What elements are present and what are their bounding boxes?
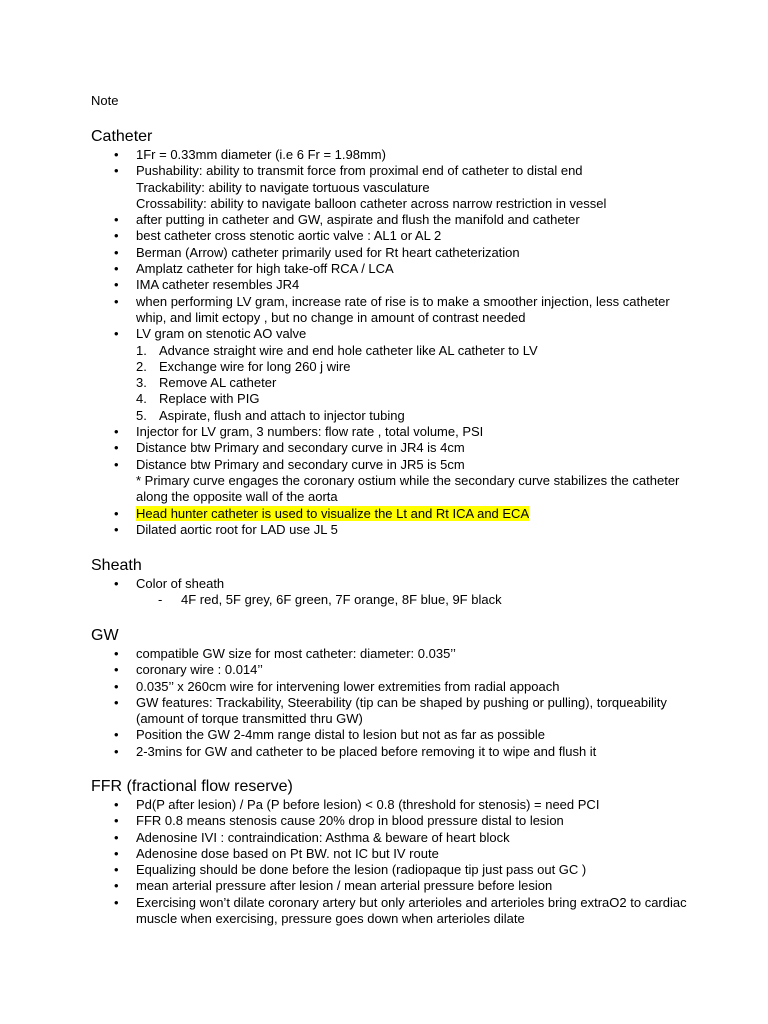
ffr-item: • Adenosine dose based on Pt BW. not IC but IV route [91,846,691,862]
catheter-item: • LV gram on stenotic AO valve [91,326,691,342]
catheter-item: • Berman (Arrow) catheter primarily used for Rt heart catheterization [91,245,691,261]
catheter-item: • Injector for LV gram, 3 numbers: flow rate , total volume, PSI [91,424,691,440]
step-text: Aspirate, flush and attach to injector tubing [159,407,405,423]
dash-marker: - [158,592,163,608]
catheter-item: • 1Fr = 0.33mm diameter (i.e 6 Fr = 1.98mm) [91,147,691,163]
step-number: 5. [136,407,147,423]
gw-item: • GW features: Trackability, Steerability (tip can be shaped by pushing or pulling), torqueability (amount of torque transmitted thru GW) [91,695,691,728]
gw-item: • 0.035’’ x 260cm wire for intervening lower extremities from radial appoach [91,679,691,695]
step-item [91,343,691,359]
step-text: Exchange wire for long 260 j wire [159,358,351,374]
catheter-item: • Amplatz catheter for high take-off RCA / LCA [91,261,691,277]
sheath-list [91,576,691,592]
ffr-list [91,797,691,927]
ffr-item: • Exercising won’t dilate coronary artery but only arterioles and arterioles bring extraO2 to cardiac muscle when exercising, pressure goes down when arterioles dilate [91,895,691,928]
ffr-item: • mean arterial pressure after lesion / mean arterial pressure before lesion [91,878,691,894]
step-item [91,408,691,424]
gw-list [91,646,691,760]
step-text: Advance straight wire and end hole catheter like AL catheter to LV [159,342,538,358]
gw-item: • coronary wire : 0.014’’ [91,662,691,678]
catheter-item: • Distance btw Primary and secondary curve in JR5 is 5cm * Primary curve engages the coronary ostium while the secondary curve stabilizes the catheter along the opposite wall of the aorta [91,457,691,506]
ffr-heading: FFR (fractional flow reserve) [91,778,293,795]
catheter-item: • IMA catheter resembles JR4 [91,277,691,293]
ffr-item: • Adenosine IVI : contraindication: Asthma & beware of heart block [91,830,691,846]
lv-gram-steps [91,343,691,424]
step-item [91,359,691,375]
sheath-sub-item [91,592,691,608]
gw-item: • compatible GW size for most catheter: diameter: 0.035’’ [91,646,691,662]
catheter-item: • Distance btw Primary and secondary curve in JR4 is 4cm [91,440,691,456]
step-text: Remove AL catheter [159,375,277,391]
step-text: Replace with PIG [159,391,260,407]
ffr-item: • Pd(P after lesion) / Pa (P before lesion) < 0.8 (threshold for stenosis) = need PCI [91,797,691,813]
catheter-item: • after putting in catheter and GW, aspirate and flush the manifold and catheter [91,212,691,228]
ffr-section [91,777,691,927]
sheath-colors: 4F red, 5F grey, 6F green, 7F orange, 8F blue, 9F black [181,592,502,608]
gw-item: • 2-3mins for GW and catheter to be placed before removing it to wipe and flush it [91,744,691,760]
ffr-item: • Equalizing should be done before the lesion (radiopaque tip just pass out GC ) [91,862,691,878]
step-item [91,375,691,391]
catheter-item: • when performing LV gram, increase rate of rise is to make a smoother injection, less catheter whip, and limit ectopy , but no change in amount of contrast needed [91,294,691,327]
step-number: 1. [136,342,147,358]
step-number: 2. [136,358,147,374]
gw-section [91,626,691,760]
catheter-list [91,147,691,343]
sheath-section [91,556,691,609]
gw-item: • Position the GW 2-4mm range distal to lesion but not as far as possible [91,727,691,743]
catheter-item: • Pushability: ability to transmit force from proximal end of catheter to distal end Trackability: ability to navigate tortuous vasculature Crossability: ability to navigate balloon catheter across narrow restriction in vessel [91,163,691,212]
catheter-section [91,127,691,538]
catheter-heading: Catheter [91,128,153,145]
step-item [91,391,691,407]
catheter-list-continued [91,424,691,538]
ffr-item: • FFR 0.8 means stenosis cause 20% drop in blood pressure distal to lesion [91,813,691,829]
step-number: 4. [136,391,147,407]
catheter-item: • Dilated aortic root for LAD use JL 5 [91,522,691,538]
catheter-item-highlighted [91,506,691,522]
catheter-item: • best catheter cross stenotic aortic valve : AL1 or AL 2 [91,228,691,244]
note-label: Note [91,93,119,108]
gw-heading: GW [91,627,119,644]
highlighted-text: Head hunter catheter is used to visualize the Lt and Rt ICA and ECA [136,505,530,521]
step-number: 3. [136,375,147,391]
sheath-heading: Sheath [91,557,142,574]
sheath-item: • Color of sheath [91,576,691,592]
